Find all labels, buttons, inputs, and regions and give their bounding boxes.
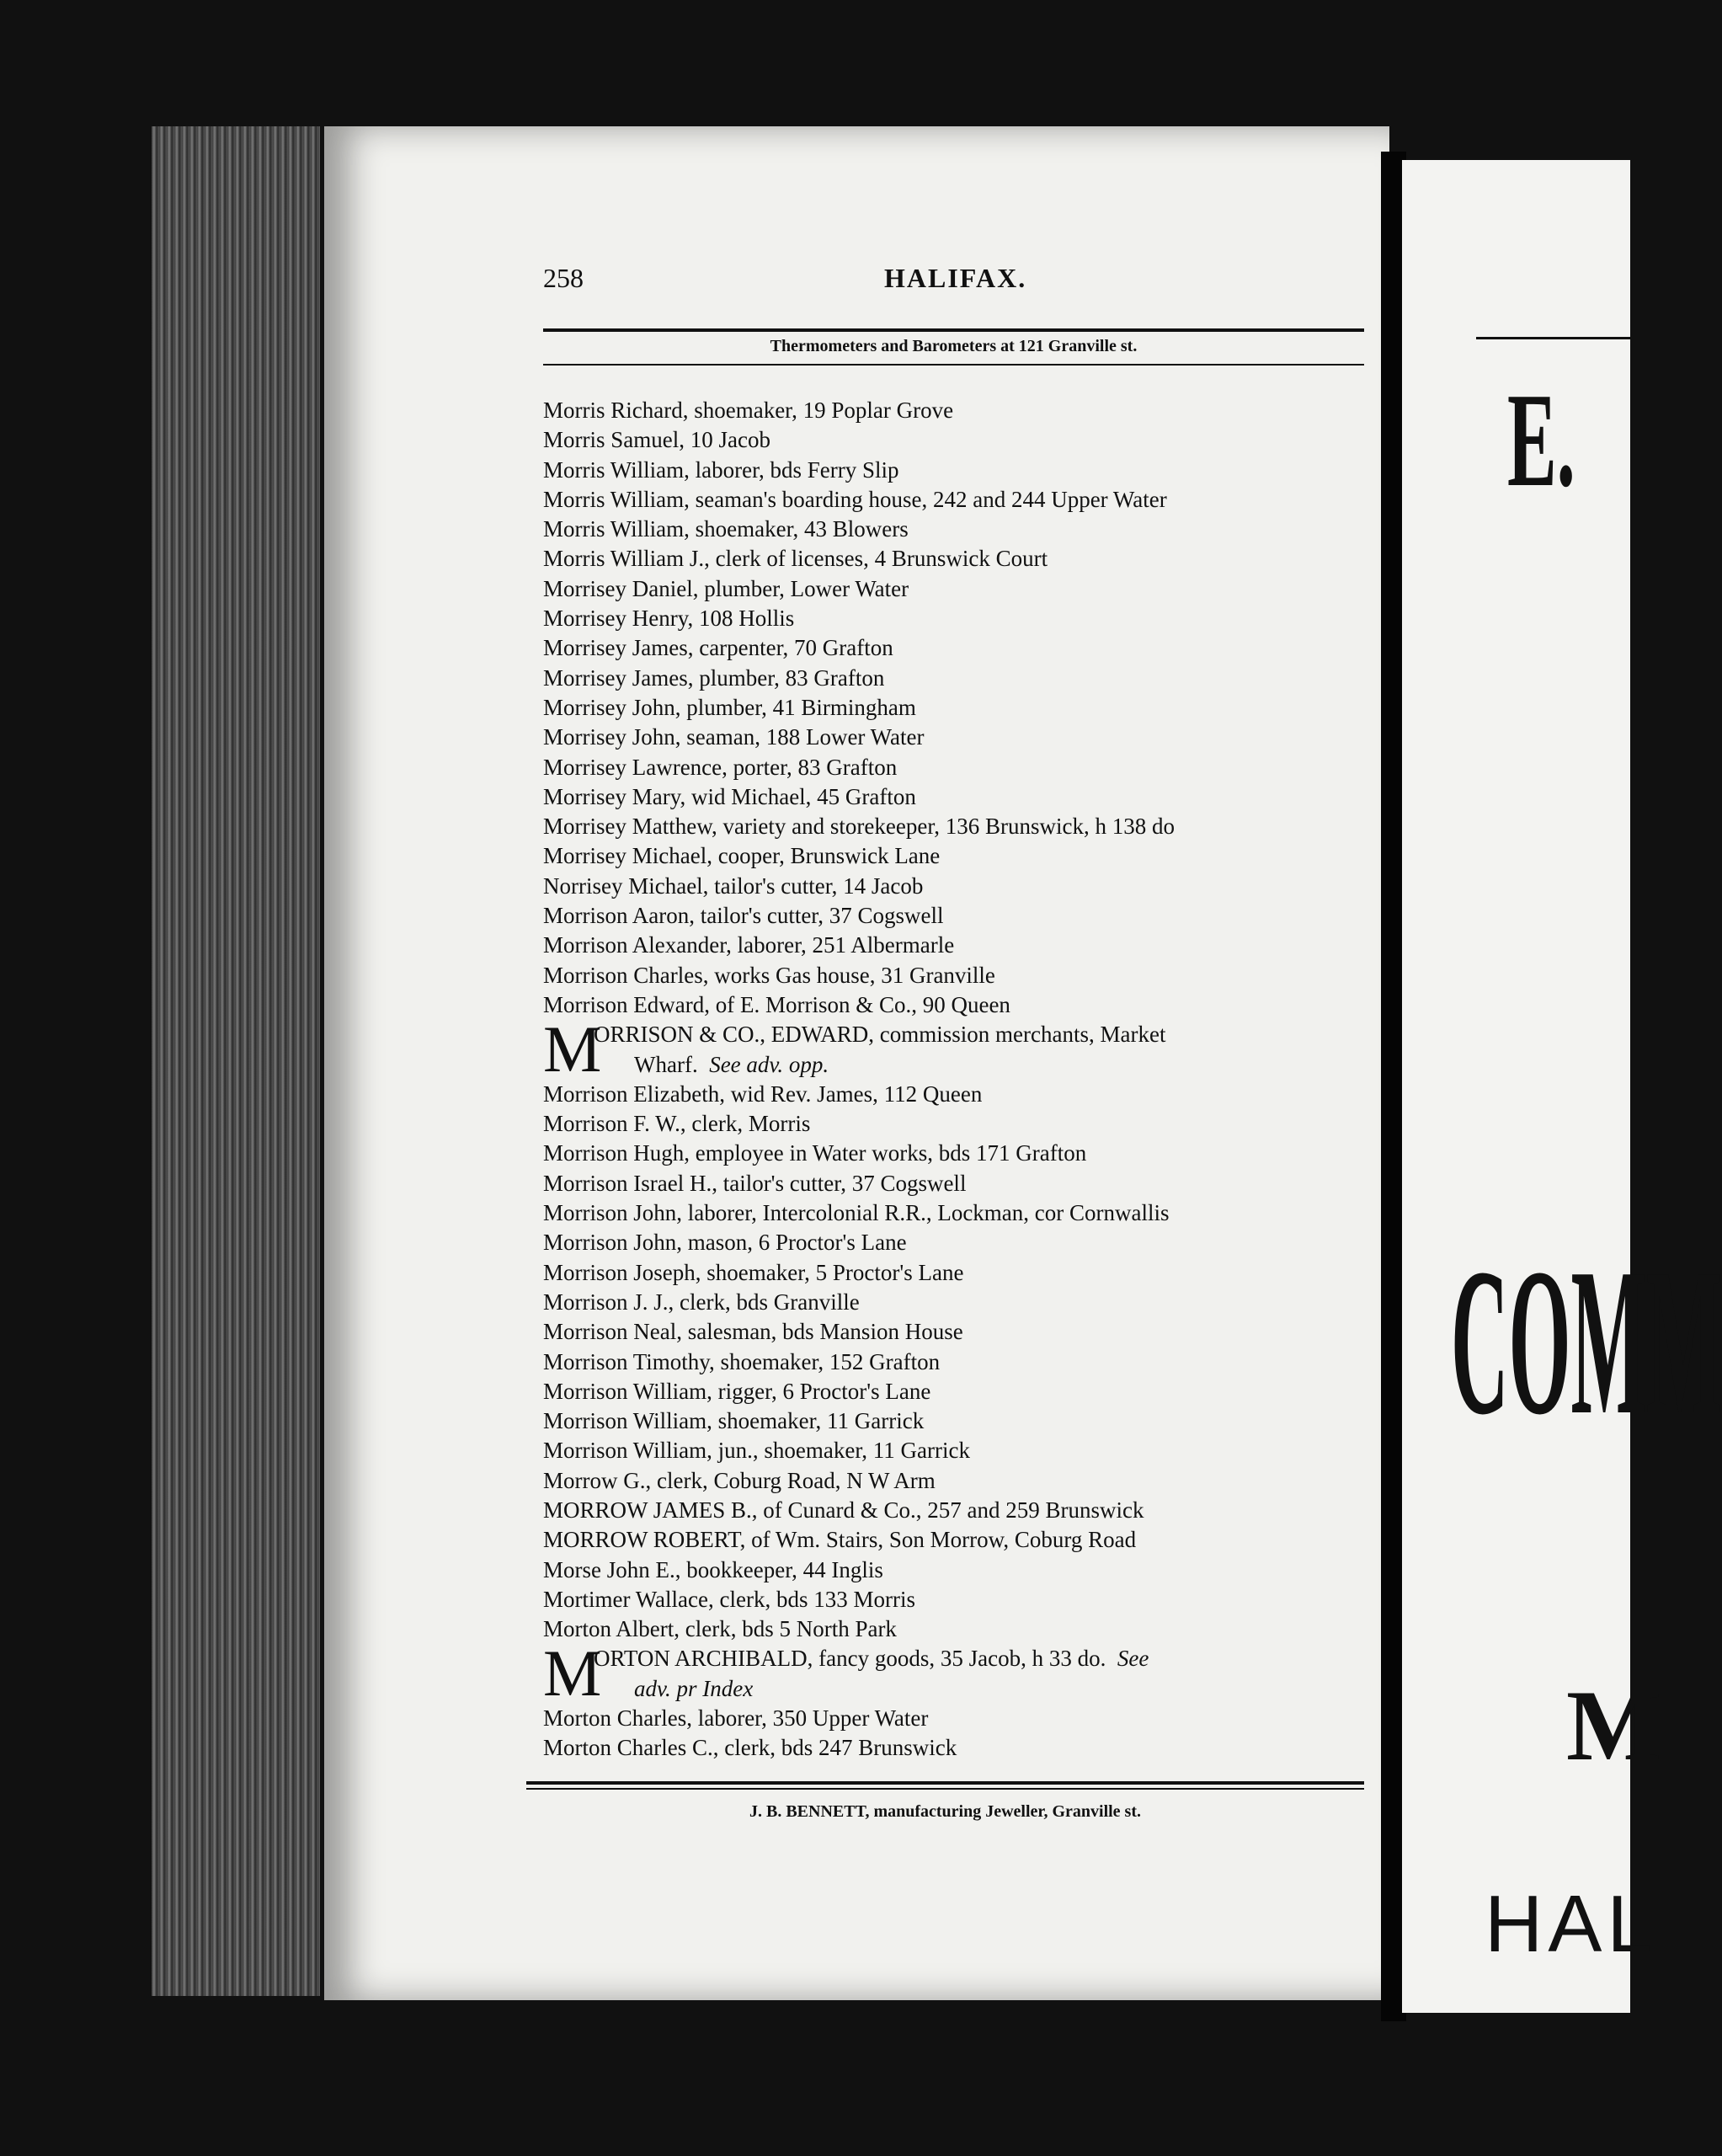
directory-entry: Morrisey James, carpenter, 70 Grafton <box>543 635 893 661</box>
featured-entry-text: Wharf. <box>634 1051 698 1077</box>
facing-page-text: M <box>1566 1669 1662 1781</box>
facing-page-text: HAL <box>1485 1879 1657 1969</box>
directory-entry: Morrison John, mason, 6 Proctor's Lane <box>543 1230 907 1256</box>
directory-entry: Morton Charles C., clerk, bds 247 Brunswick <box>543 1735 957 1761</box>
page-title: HALIFAX. <box>884 263 1027 293</box>
directory-entry: Morrison Charles, works Gas house, 31 Granville <box>543 962 995 988</box>
directory-entry: Morrisey Mary, wid Michael, 45 Grafton <box>543 783 916 809</box>
directory-entry: Morrisey Michael, cooper, Brunswick Lane <box>543 843 941 869</box>
directory-entry: Morrison William, rigger, 6 Proctor's Lane <box>543 1378 931 1404</box>
header-rule <box>543 364 1364 366</box>
directory-entry: Morrison Israel H., tailor's cutter, 37 Cogswell <box>543 1170 967 1196</box>
facing-page-text: COMM <box>1451 1225 1722 1459</box>
directory-entries <box>543 396 1373 1764</box>
directory-entry: Morrison John, laborer, Intercolonial R.R., Lockman, cor Cornwallis <box>543 1200 1170 1226</box>
directory-entry: Morrisey James, plumber, 83 Grafton <box>543 664 885 691</box>
footer-rule <box>526 1781 1364 1785</box>
featured-entry-reference: adv. pr Index <box>634 1675 754 1701</box>
footer-advertisement: J. B. BENNETT, manufacturing Jeweller, Granville st. <box>749 1802 1141 1821</box>
directory-entry: Mortimer Wallace, clerk, bds 133 Morris <box>543 1586 915 1612</box>
featured-entry-line: ORRISON & CO., EDWARD, commission merchants, Market <box>594 1022 1166 1048</box>
directory-entry: Morrison Edward, of E. Morrison & Co., 90 Queen <box>543 991 1010 1017</box>
directory-entry: MORROW JAMES B., of Cunard & Co., 257 and 259 Brunswick <box>543 1497 1144 1523</box>
facing-page-rule <box>1476 337 1630 339</box>
directory-entry: Morrisey Lawrence, porter, 83 Grafton <box>543 754 898 780</box>
directory-entry: Morrison F. W., clerk, Morris <box>543 1111 811 1137</box>
directory-entry: Morrison William, jun., shoemaker, 11 Garrick <box>543 1438 970 1464</box>
directory-entry: Norrisey Michael, tailor's cutter, 14 Jacob <box>543 873 924 899</box>
facing-page-text: E. <box>1507 365 1575 515</box>
book-page-edges <box>152 126 320 1996</box>
page-header <box>543 263 1360 305</box>
directory-entry: Morrisey Matthew, variety and storekeeper, 136 Brunswick, h 138 do <box>543 814 1175 840</box>
page-number: 258 <box>543 263 584 293</box>
directory-entry: Morse John E., bookkeeper, 44 Inglis <box>543 1556 883 1582</box>
directory-entry: Morrison Hugh, employee in Water works, bds 171 Grafton <box>543 1140 1087 1166</box>
directory-entry: Morris Richard, shoemaker, 19 Poplar Grove <box>543 398 954 423</box>
footer-rule <box>526 1788 1364 1790</box>
directory-entry: Morrison Timothy, shoemaker, 152 Grafton <box>543 1348 941 1374</box>
directory-entry: Morrison Alexander, laborer, 251 Albermarle <box>543 932 955 958</box>
directory-entry: Morris William J., clerk of licenses, 4 Brunswick Court <box>543 546 1048 572</box>
featured-entry-text: ORTON ARCHIBALD, fancy goods, 35 Jacob, h 33 do. <box>594 1646 1106 1672</box>
featured-entry-reference: See adv. opp. <box>709 1051 829 1077</box>
featured-entry <box>543 1012 1373 1086</box>
featured-entry <box>543 1636 1373 1710</box>
directory-entry: Morrison J. J., clerk, bds Granville <box>543 1289 860 1315</box>
directory-entry: Morris Samuel, 10 Jacob <box>543 427 770 453</box>
directory-entry: Morris William, shoemaker, 43 Blowers <box>543 516 909 542</box>
dropcap: M <box>543 1012 602 1086</box>
directory-entry: Morrisey Henry, 108 Hollis <box>543 606 795 632</box>
facing-advertisement-page <box>1402 160 1722 2013</box>
header-advertisement: Thermometers and Barometers at 121 Granville st. <box>770 337 1138 355</box>
directory-entry: Morrison Joseph, shoemaker, 5 Proctor's Lane <box>543 1259 964 1285</box>
featured-entry-line <box>634 1050 829 1080</box>
header-rule <box>543 328 1364 332</box>
directory-entry: Morrisey John, plumber, 41 Birmingham <box>543 694 916 720</box>
directory-entry: Morrison William, shoemaker, 11 Garrick <box>543 1408 925 1434</box>
directory-entry: Morrisey Daniel, plumber, Lower Water <box>543 575 909 601</box>
featured-entry-reference: See <box>1117 1646 1149 1672</box>
featured-entry-line <box>634 1674 753 1704</box>
directory-entry: Morton Albert, clerk, bds 5 North Park <box>543 1616 897 1642</box>
directory-entry: Morris William, seaman's boarding house, 242 and 244 Upper Water <box>543 486 1167 512</box>
directory-entry: MORROW ROBERT, of Wm. Stairs, Son Morrow, Coburg Road <box>543 1527 1137 1553</box>
directory-entry: Morrisey John, seaman, 188 Lower Water <box>543 724 925 750</box>
directory-entry: Morton Charles, laborer, 350 Upper Water <box>543 1705 929 1732</box>
directory-entry: Morrison Neal, salesman, bds Mansion House <box>543 1319 963 1345</box>
directory-entry: Morrison Elizabeth, wid Rev. James, 112 Queen <box>543 1081 983 1107</box>
directory-entry: Morrow G., clerk, Coburg Road, N W Arm <box>543 1467 936 1493</box>
directory-entry: Morris William, laborer, bds Ferry Slip <box>543 456 899 483</box>
featured-entry-line <box>594 1644 1149 1673</box>
directory-entry: Morrison Aaron, tailor's cutter, 37 Cogswell <box>543 903 944 929</box>
dropcap: M <box>543 1636 602 1710</box>
